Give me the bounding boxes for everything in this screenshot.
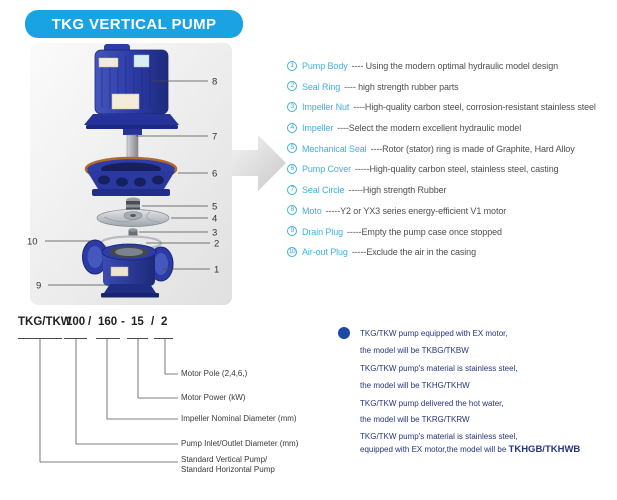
- part-description: -----Y2 or YX3 series energy-efficient V1 motor: [325, 205, 507, 216]
- model-segment-label-line: Standard Vertical Pump/: [181, 455, 268, 464]
- highlighted-model: TKHGB/TKHWB: [508, 444, 581, 455]
- parts-list-item: [287, 226, 617, 247]
- part-description: -----High-quality carbon steel, stainless steel, casting: [355, 164, 559, 175]
- model-segment: /: [151, 316, 155, 328]
- part-name: Moto: [302, 205, 322, 216]
- part-description: -----Empty the pump case once stopped: [347, 226, 502, 237]
- note-bullet-icon: [338, 327, 350, 339]
- part-description: ---- high strength rubber parts: [344, 81, 459, 92]
- title-banner: [25, 10, 243, 38]
- part-name: Seal Circle: [302, 185, 345, 196]
- part-description: ----Select the modern excellent hydraulic model: [337, 123, 522, 134]
- item-number-badge: 4: [287, 123, 297, 133]
- part-name: Impeller Nut: [302, 102, 350, 113]
- callout-number: 3: [212, 227, 218, 239]
- part-description: -----Exclude the air in the casing: [351, 247, 476, 258]
- note-line-prefix: equipped with EX motor,the model will be: [360, 445, 509, 454]
- part-name: Seal Ring: [302, 81, 341, 92]
- impeller-nut: [129, 228, 138, 236]
- model-segment: 160: [98, 316, 118, 328]
- part-description: ---- Using the modern optimal hydraulic model design: [351, 61, 559, 71]
- item-number-badge: 2: [287, 81, 297, 91]
- legend-connector-lines: [0, 312, 330, 497]
- motor: [84, 44, 179, 129]
- parts-list-item: [287, 143, 617, 164]
- model-segment: 100: [66, 316, 86, 328]
- callout-number: 10: [27, 236, 38, 248]
- note-line: the model will be TKRG/TKRW: [360, 415, 470, 424]
- callout-number: 5: [212, 201, 218, 213]
- item-number-badge: 7: [287, 185, 297, 195]
- impeller: [97, 210, 169, 227]
- part-name: Drain Plug: [302, 226, 344, 237]
- item-number-badge: 10: [288, 247, 296, 255]
- part-name: Air-out Plug: [302, 247, 348, 258]
- note-line: the model will be TKHG/TKHW: [360, 381, 470, 390]
- model-segment: 2: [161, 316, 168, 328]
- callout-number: 2: [214, 238, 220, 250]
- part-name: Pump Body: [302, 61, 348, 71]
- parts-list-item: [287, 205, 617, 226]
- note-line: TKG/TKW pump's material is stainless steel,: [360, 364, 518, 373]
- callout-number: 4: [212, 213, 218, 225]
- model-segment: -: [121, 316, 125, 328]
- callout-number: 7: [212, 131, 218, 143]
- parts-list-item: [287, 81, 617, 102]
- parts-list: [287, 60, 617, 267]
- part-description: ----Rotor (stator) ring is made of Graphite, Hard Alloy: [370, 143, 575, 154]
- parts-list-item: [287, 163, 617, 184]
- model-segment-label: Impeller Nominal Diameter (mm): [181, 414, 297, 423]
- model-segment: 15: [131, 316, 144, 328]
- part-name: Pump Cover: [302, 164, 352, 175]
- parts-list-item: [287, 122, 617, 143]
- item-number-badge: 8: [287, 205, 297, 215]
- transition-arrow-icon: [232, 135, 286, 191]
- model-segment-label-line: Standard Horizontal Pump: [181, 464, 275, 474]
- callout-number: 8: [212, 76, 218, 88]
- model-segment: /: [88, 316, 92, 328]
- parts-list-item: [287, 101, 617, 122]
- model-segment-label: Motor Pole (2,4,6,): [181, 369, 248, 378]
- item-number-badge: 1: [287, 61, 297, 71]
- model-segment-label: Pump Inlet/Outlet Diameter (mm): [181, 439, 299, 448]
- note-line: TKG/TKW pump delivered the hot water,: [360, 399, 504, 408]
- note-line: [360, 444, 580, 455]
- callout-number: 1: [214, 264, 220, 276]
- note-line: TKG/TKW pump's material is stainless steel,: [360, 432, 518, 441]
- pump-cover: [86, 158, 176, 196]
- part-name: Impeller: [302, 123, 334, 134]
- parts-list-item: [287, 246, 617, 267]
- item-number-badge: 5: [287, 143, 297, 153]
- callout-number: 6: [212, 168, 218, 180]
- model-segment-label: Motor Power (kW): [181, 393, 246, 402]
- item-number-badge: 9: [287, 226, 297, 236]
- model-segment-label: [181, 455, 275, 474]
- item-number-badge: 3: [287, 102, 297, 112]
- page-title: TKG VERTICAL PUMP: [51, 15, 217, 33]
- pump-exploded-diagram: [0, 38, 300, 310]
- part-name: Mechanical Seal: [302, 143, 367, 154]
- parts-list-item: [287, 184, 617, 205]
- note-line: the model will be TKBG/TKBW: [360, 346, 469, 355]
- parts-list-item: [287, 60, 617, 81]
- part-description: -----High strength Rubber: [348, 185, 447, 196]
- callout-number: 9: [36, 280, 42, 292]
- part-description: ----High-quality carbon steel, corrosion-resistant stainless steel: [353, 102, 596, 113]
- note-line: TKG/TKW pump equipped with EX motor,: [360, 329, 508, 338]
- item-number-badge: 6: [287, 164, 297, 174]
- model-segment: TKG/TKW: [18, 316, 72, 328]
